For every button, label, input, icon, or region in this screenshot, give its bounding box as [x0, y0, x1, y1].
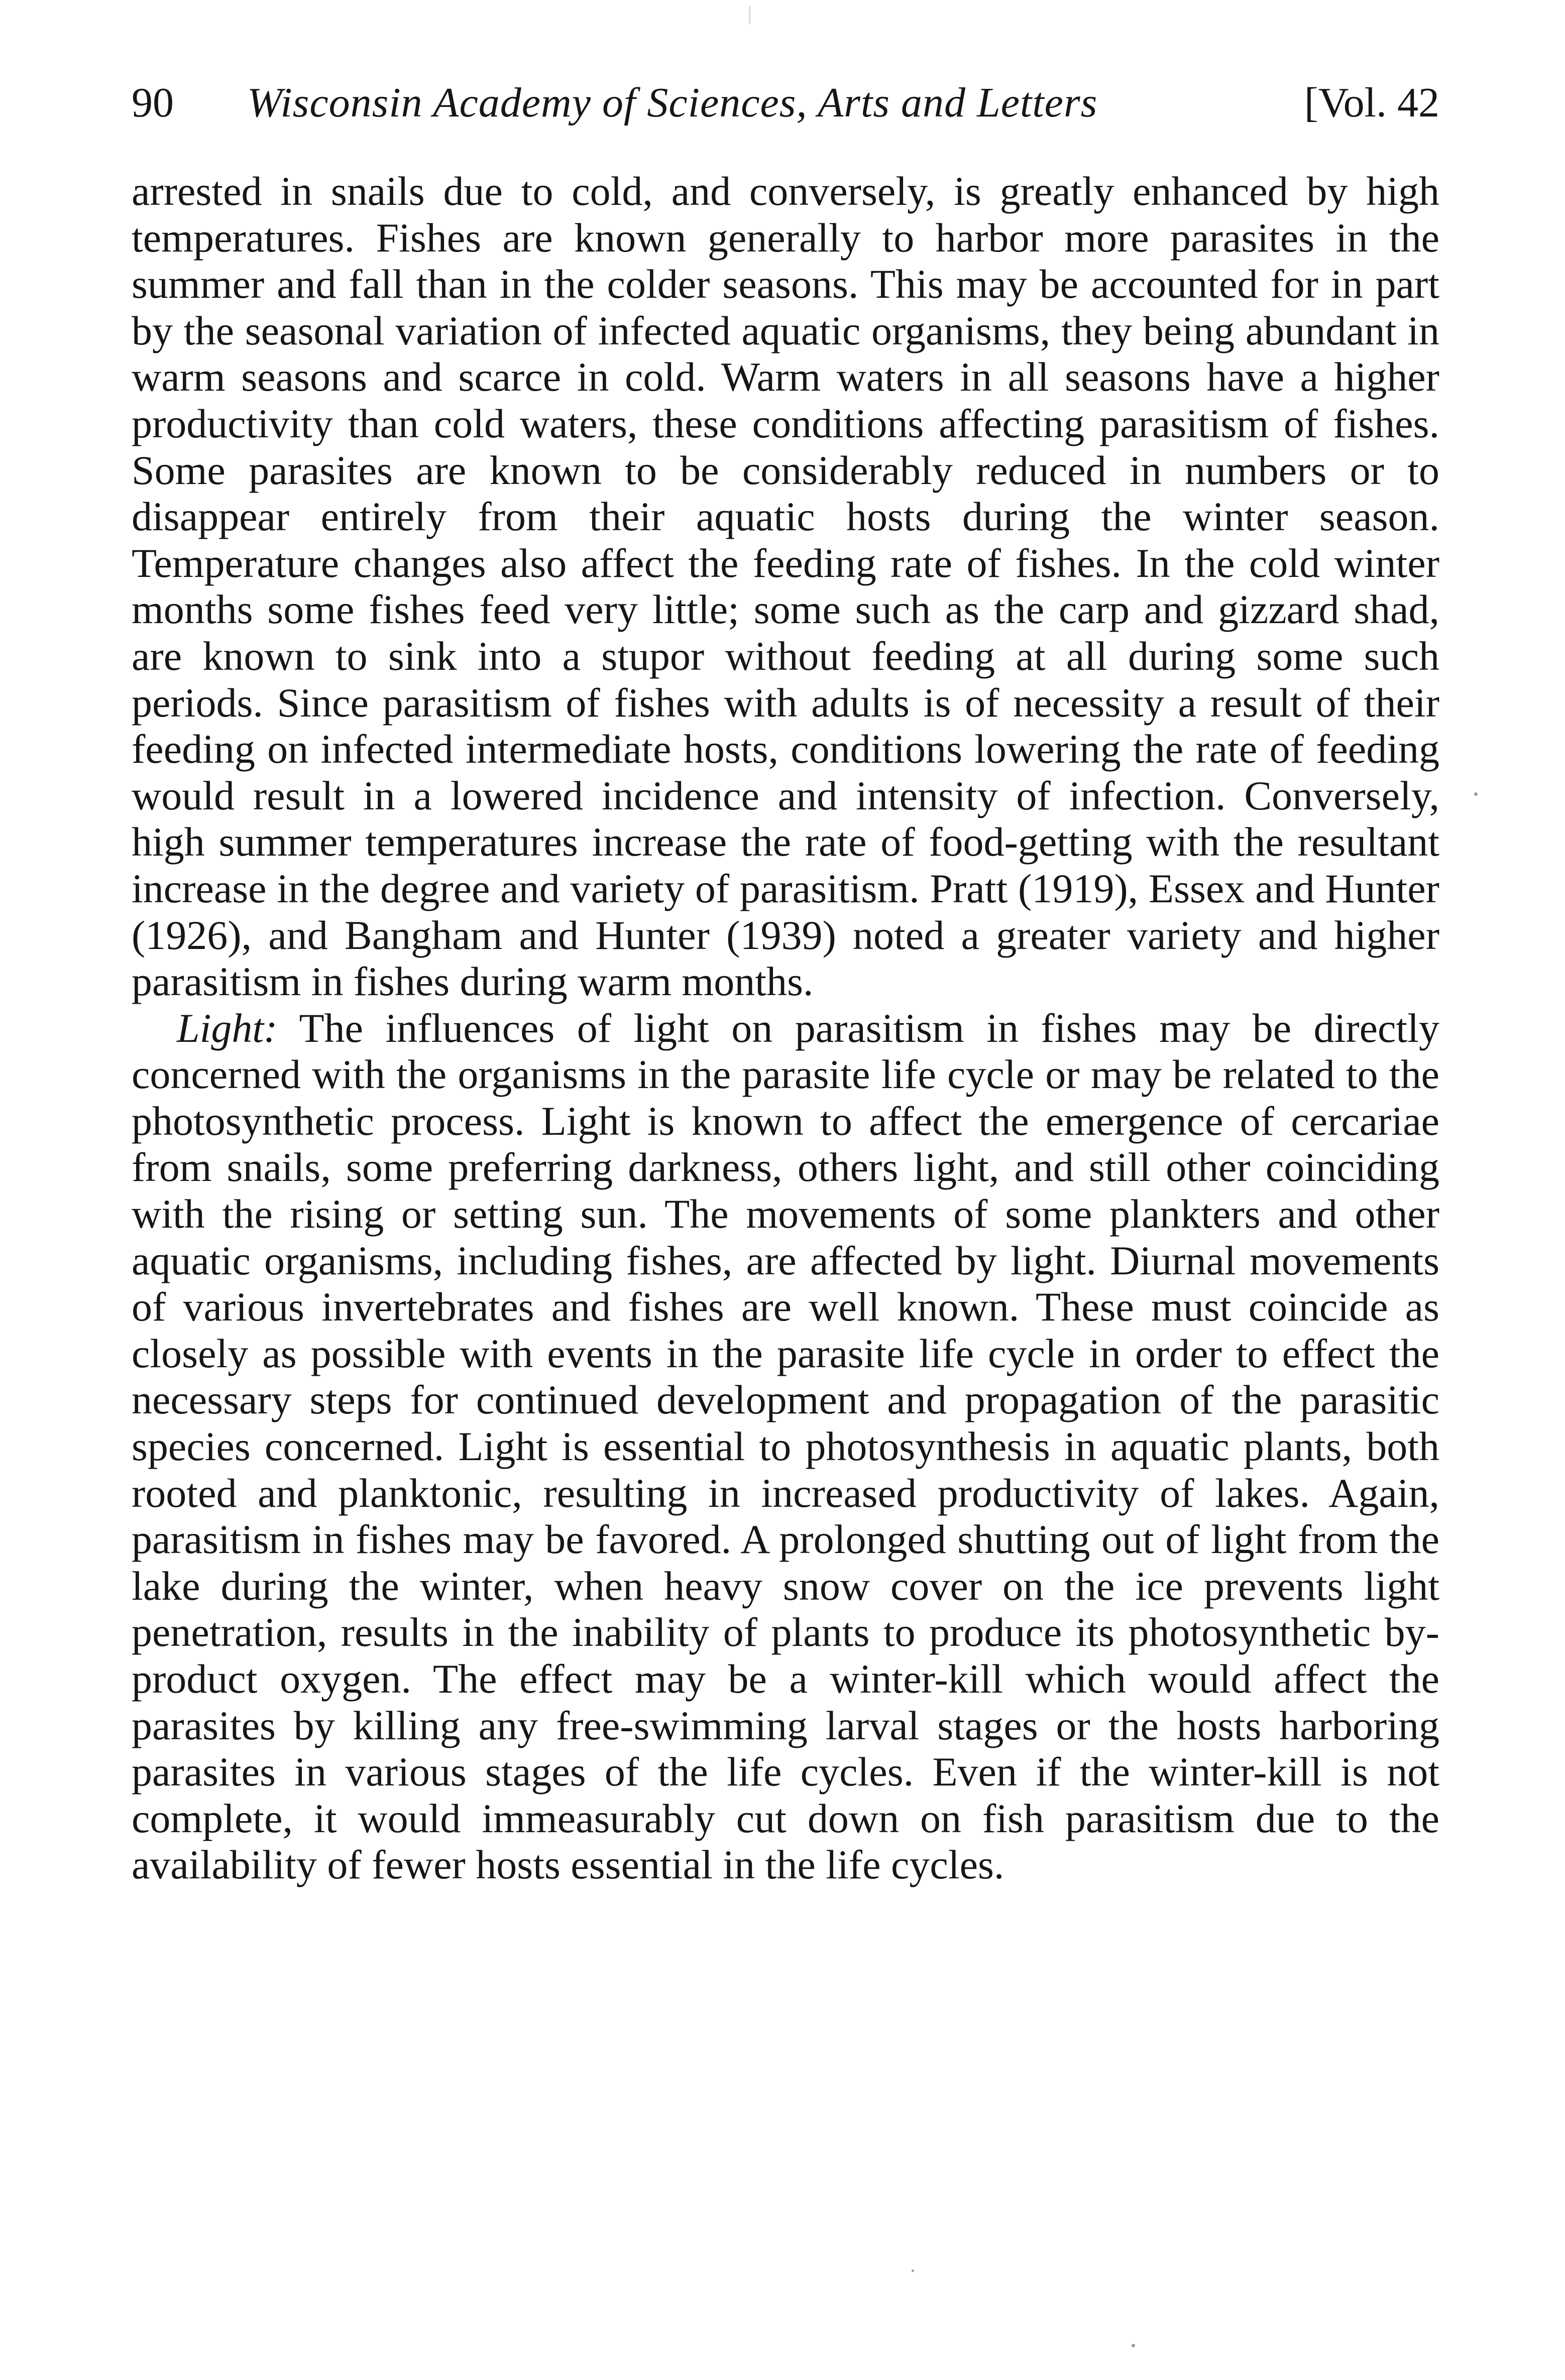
running-title: Wisconsin Academy of Sciences, Arts and Letters	[247, 79, 1098, 126]
scan-mark	[749, 6, 750, 24]
page-number: 90	[132, 79, 174, 126]
scan-speck	[912, 2270, 914, 2272]
paragraph-temperature: arrested in snails due to cold, and conversely, is greatly enhanced by high temperatures. Fishes are known generally to harbor more parasites in the summer and fall than in the colder seasons. This may be accounted for in part by the seasonal variation of infected aquatic organisms, they being abundant in warm seasons and scarce in cold. Warm waters in all seasons have a higher productivity than cold waters, these conditions affecting parasitism of fishes. Some parasites are known to be considerably reduced in numbers or to disappear entirely from their aquatic hosts during the winter season. Temperature changes also affect the feeding rate of fishes. In the cold winter months some fishes feed very little; some such as the carp and gizzard shad, are known to sink into a stupor without feeding at all during some such periods. Since parasitism of fishes with adults is of necessity a result of their feeding on infected intermediate hosts, conditions lowering the rate of feeding would result in a lowered incidence and intensity of infection. Conversely, high summer temperatures increase the rate of food-getting with the resultant increase in the degree and variety of parasitism. Pratt (1919), Essex and Hunter (1926), and Bangham and Hunter (1939) noted a greater variety and higher parasitism in fishes during warm months.	[132, 168, 1439, 1005]
paragraph-light	[132, 1005, 1439, 1888]
body-text	[132, 168, 1439, 1888]
paragraph-light-text: The influences of light on parasitism in fishes may be directly concerned with the organisms in the parasite life cycle or may be related to the photosynthetic process. Light is known to affect the emergence of cercariae from snails, some preferring darkness, others light, and still other coinciding with the rising or setting sun. The movements of some plankters and other aquatic organisms, including fishes, are affected by light. Diurnal movements of various invertebrates and fishes are well known. These must coincide as closely as possible with events in the parasite life cycle in order to effect the necessary steps for continued development and propagation of the parasitic species concerned. Light is essential to photosynthesis in aquatic plants, both rooted and planktonic, resulting in increased productivity of lakes. Again, parasitism in fishes may be favored. A prolonged shutting out of light from the lake during the winter, when heavy snow cover on the ice prevents light penetration, results in the inability of plants to produce its photosynthetic by-product oxygen. The effect may be a winter-kill which would affect the parasites by killing any free-swimming larval stages or the hosts harboring parasites in various stages of the life cycles. Even if the winter-kill is not complete, it would immeasurably cut down on fish parasitism due to the availability of fewer hosts essential in the life cycles.	[132, 1005, 1439, 1888]
paragraph-heading-light: Light:	[177, 1005, 278, 1051]
volume-label: [Vol. 42	[1304, 79, 1439, 126]
scan-speck	[1474, 792, 1478, 796]
scan-speck	[1132, 2344, 1135, 2347]
running-header	[132, 75, 1439, 131]
